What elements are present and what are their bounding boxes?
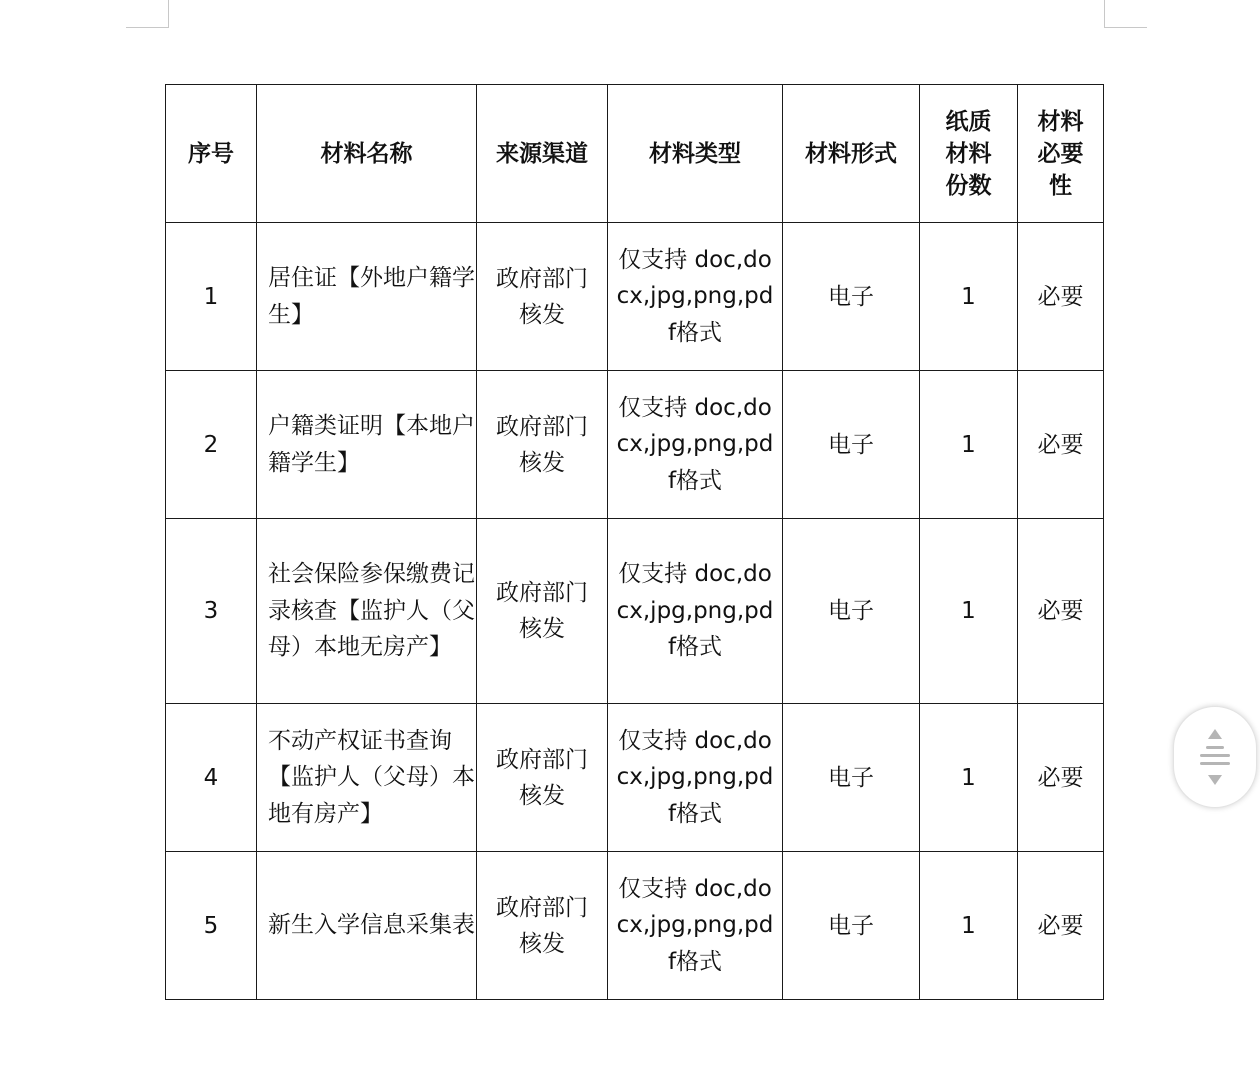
cell-index: 2 bbox=[166, 371, 257, 519]
header-form: 材料形式 bbox=[783, 85, 920, 223]
drag-lines-icon bbox=[1200, 762, 1230, 765]
cell-name: 新生入学信息采集表 bbox=[257, 852, 477, 1000]
cell-source: 政府部门核发 bbox=[477, 852, 608, 1000]
header-index: 序号 bbox=[166, 85, 257, 223]
cell-source: 政府部门核发 bbox=[477, 519, 608, 704]
cell-form: 电子 bbox=[783, 852, 920, 1000]
cell-name: 户籍类证明【本地户籍学生】 bbox=[257, 371, 477, 519]
table-header-row bbox=[166, 85, 1104, 223]
cell-paper-count: 1 bbox=[920, 704, 1018, 852]
cell-source: 政府部门核发 bbox=[477, 371, 608, 519]
cell-paper-count: 1 bbox=[920, 519, 1018, 704]
scroll-navigation-widget[interactable] bbox=[1173, 706, 1257, 808]
cell-index: 1 bbox=[166, 223, 257, 371]
drag-lines-icon bbox=[1200, 754, 1230, 757]
cell-index: 3 bbox=[166, 519, 257, 704]
cell-index: 4 bbox=[166, 704, 257, 852]
cell-necessity: 必要 bbox=[1018, 223, 1104, 371]
cell-type: 仅支持 doc,docx,jpg,png,pdf格式 bbox=[608, 223, 783, 371]
cell-name: 社会保险参保缴费记录核查【监护人（父母）本地无房产】 bbox=[257, 519, 477, 704]
cell-type: 仅支持 doc,docx,jpg,png,pdf格式 bbox=[608, 852, 783, 1000]
drag-lines-icon[interactable] bbox=[1206, 746, 1224, 749]
table-row bbox=[166, 223, 1104, 371]
table-row bbox=[166, 704, 1104, 852]
triangle-down-icon[interactable] bbox=[1208, 775, 1222, 785]
cell-paper-count: 1 bbox=[920, 852, 1018, 1000]
cell-necessity: 必要 bbox=[1018, 704, 1104, 852]
cell-type: 仅支持 doc,docx,jpg,png,pdf格式 bbox=[608, 519, 783, 704]
cell-form: 电子 bbox=[783, 371, 920, 519]
cell-necessity: 必要 bbox=[1018, 371, 1104, 519]
cell-form: 电子 bbox=[783, 704, 920, 852]
cell-form: 电子 bbox=[783, 519, 920, 704]
cell-necessity: 必要 bbox=[1018, 519, 1104, 704]
cell-form: 电子 bbox=[783, 223, 920, 371]
table-row bbox=[166, 519, 1104, 704]
cell-index: 5 bbox=[166, 852, 257, 1000]
cell-source: 政府部门核发 bbox=[477, 704, 608, 852]
cell-source: 政府部门核发 bbox=[477, 223, 608, 371]
header-name: 材料名称 bbox=[257, 85, 477, 223]
table-row bbox=[166, 852, 1104, 1000]
page-corner-mark-left bbox=[126, 0, 169, 28]
cell-paper-count: 1 bbox=[920, 371, 1018, 519]
cell-name: 居住证【外地户籍学生】 bbox=[257, 223, 477, 371]
page-corner-mark-right bbox=[1104, 0, 1147, 28]
triangle-up-icon[interactable] bbox=[1208, 729, 1222, 739]
materials-table bbox=[165, 84, 1104, 1000]
cell-type: 仅支持 doc,docx,jpg,png,pdf格式 bbox=[608, 704, 783, 852]
cell-type: 仅支持 doc,docx,jpg,png,pdf格式 bbox=[608, 371, 783, 519]
header-paper-count: 纸质材料份数 bbox=[920, 85, 1018, 223]
header-necessity: 材料必要性 bbox=[1018, 85, 1104, 223]
cell-necessity: 必要 bbox=[1018, 852, 1104, 1000]
header-type: 材料类型 bbox=[608, 85, 783, 223]
table-row bbox=[166, 371, 1104, 519]
header-source: 来源渠道 bbox=[477, 85, 608, 223]
cell-paper-count: 1 bbox=[920, 223, 1018, 371]
cell-name: 不动产权证书查询【监护人（父母）本地有房产】 bbox=[257, 704, 477, 852]
